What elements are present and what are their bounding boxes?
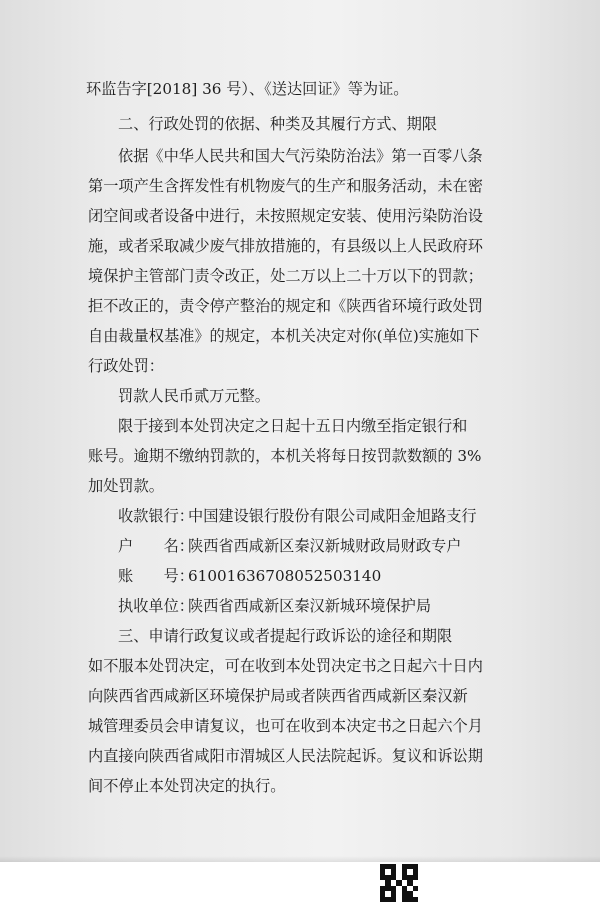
payment-executor-row: [118, 596, 431, 616]
text-line: 自由裁量权基准》的规定，本机关决定对你(单位)实施如下: [88, 327, 480, 345]
text-line: 拒不改正的，责令停产整治的规定和《陕西省环境行政处罚: [88, 297, 483, 315]
text-line: 境保护主管部门责令改正，处二万以上二十万以下的罚款；: [88, 267, 483, 285]
text-line: 加处罚款。: [88, 477, 164, 495]
fine-amount: 罚款人民币贰万元整。: [118, 387, 270, 405]
text-line: 第一项产生含挥发性有机物废气的生产和服务活动，未在密: [88, 177, 483, 195]
qr-code-icon: [380, 864, 418, 902]
text-line: 内直接向陕西省咸阳市渭城区人民法院起诉。复议和诉讼期: [88, 747, 483, 765]
payment-account-name-value: 陕西省西咸新区秦汉新城财政局财政专户: [188, 537, 462, 555]
payment-account-name-row: [118, 536, 461, 556]
text-line: 城管理委员会申请复议，也可在收到本决定书之日起六个月: [88, 717, 483, 735]
text-line: 依据《中华人民共和国大气污染防治法》第一百零八条: [118, 147, 483, 165]
text-line: 环监告字[2018] 36 号）、《送达回证》等为证。: [86, 80, 409, 98]
text-line: 闭空间或者设备中进行，未按照规定安装、使用污染防治设: [88, 207, 483, 225]
payment-bank-value: 中国建设银行股份有限公司咸阳金旭路支行: [188, 507, 477, 525]
text-line: 账号。逾期不缴纳罚款的，本机关将每日按罚款数额的 3%: [88, 447, 482, 465]
text-line: 如不服本处罚决定，可在收到本处罚决定书之日起六十日内: [88, 657, 483, 675]
section-heading: 二、行政处罚的依据、种类及其履行方式、期限: [118, 115, 437, 133]
text-line: 间不停止本处罚决定的执行。: [88, 777, 286, 795]
text-line: 限于接到本处罚决定之日起十五日内缴至指定银行和: [118, 417, 468, 435]
payment-executor-label: 执收单位：: [118, 597, 194, 615]
payment-bank-label: 收款银行：: [118, 507, 194, 525]
text-line: 向陕西省西咸新区环境保护局或者陕西省西咸新区秦汉新: [88, 687, 468, 705]
payment-account-number-row: [118, 566, 381, 586]
section-heading: 三、申请行政复议或者提起行政诉讼的途径和期限: [118, 627, 453, 645]
payment-account-number-value: 61001636708052503140: [188, 567, 382, 585]
payment-account-name-label: 户 名：: [118, 537, 194, 555]
text-line: 施，或者采取减少废气排放措施的，有县级以上人民政府环: [88, 237, 483, 255]
payment-bank-row: [118, 506, 477, 526]
text-line: 行政处罚：: [88, 357, 164, 375]
payment-executor-value: 陕西省西咸新区秦汉新城环境保护局: [188, 597, 431, 615]
payment-account-number-label: 账 号：: [118, 567, 194, 585]
